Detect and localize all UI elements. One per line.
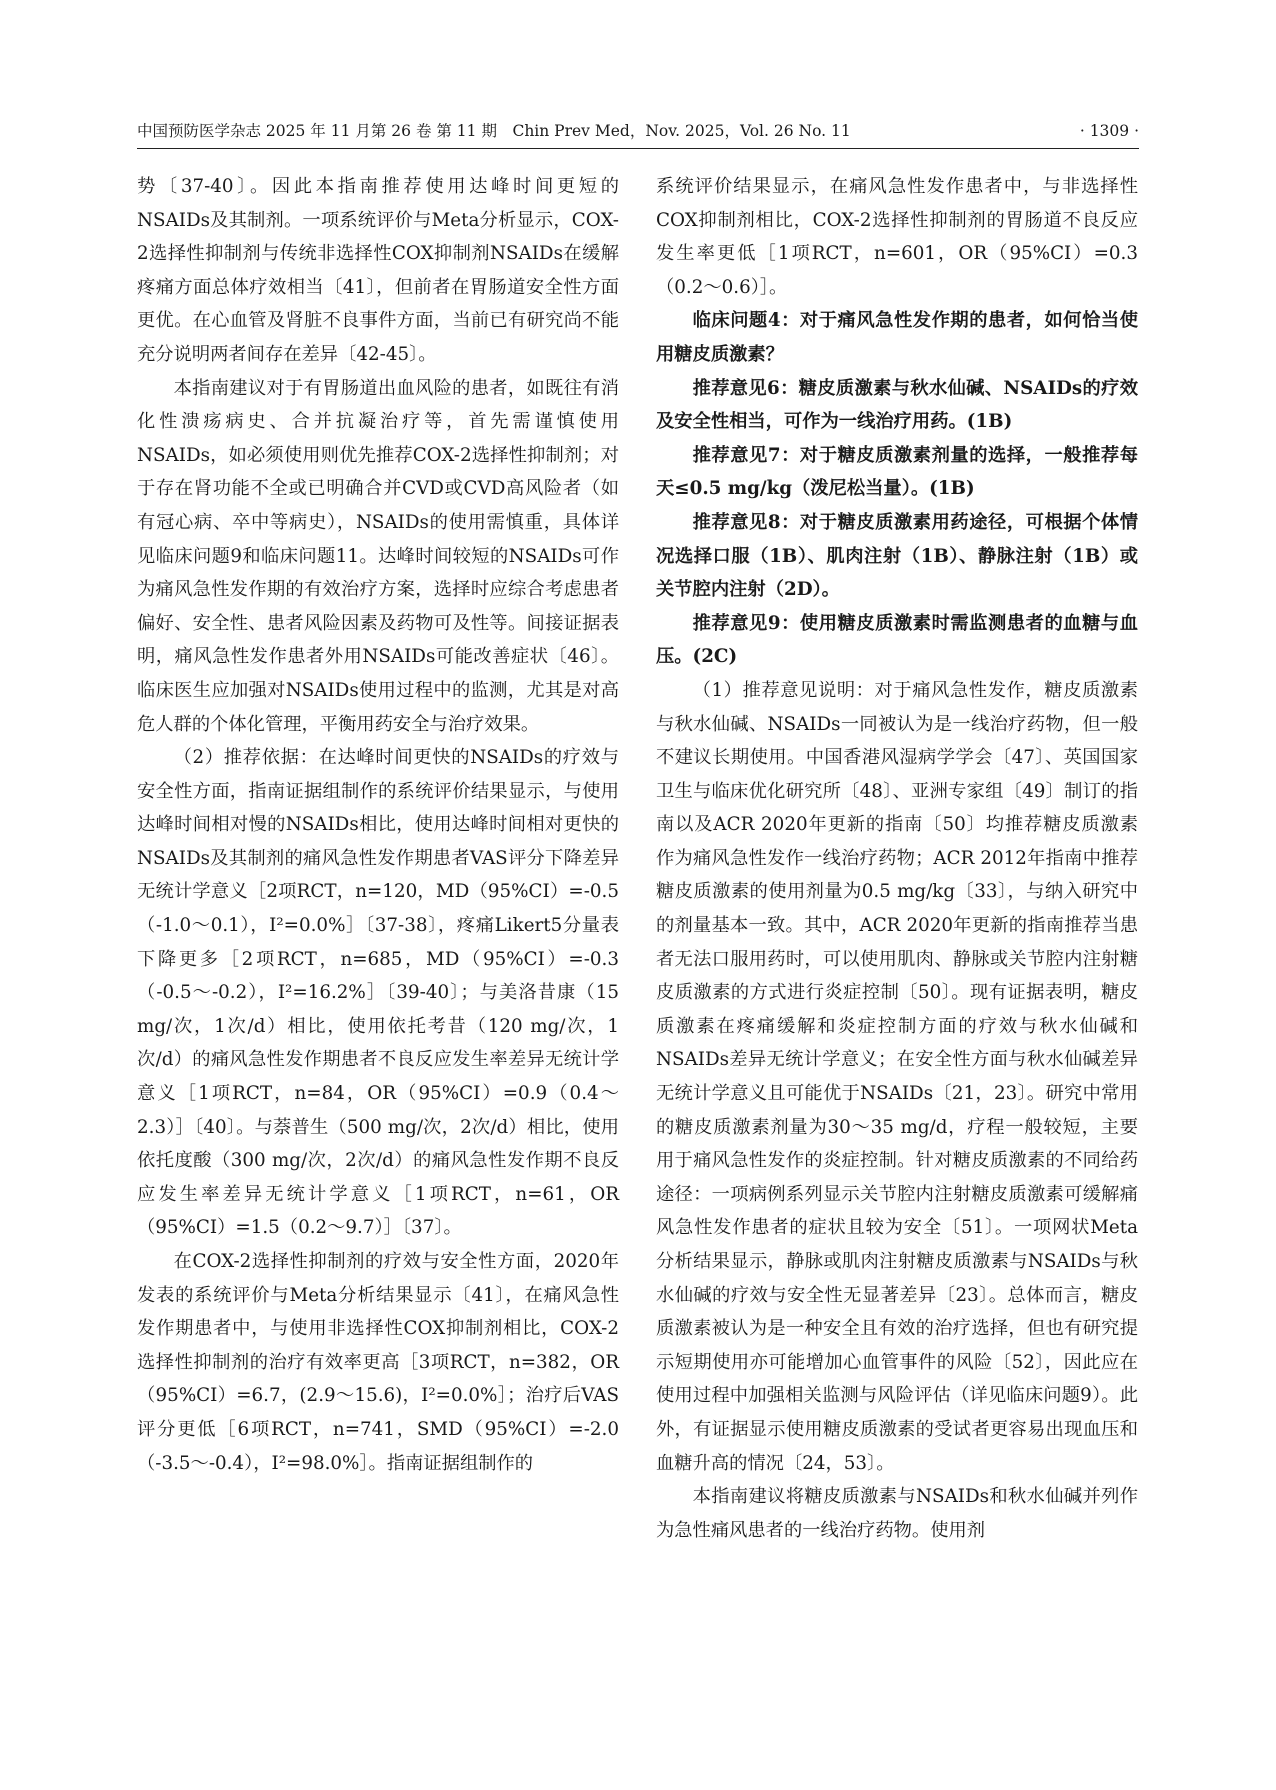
clinical-question-heading: 临床问题4：对于痛风急性发作期的患者，如何恰当使用糖皮质激素？ <box>656 310 1138 365</box>
paragraph: （2）推荐依据：在达峰时间更快的NSAIDs的疗效与安全性方面，指南证据组制作的系统评价结果显示，与使用达峰时间相对慢的NSAIDs相比，使用达峰时间相对更快的NSAIDs及其制剂的痛风急性发作期患者VAS评分下降差异无统计学意义［2项RCT，n=120，MD（95%CI）=-0.5（-1.0～0.1），I²=0.0%］〔37-38〕，疼痛Likert5分量表下降更多［2项RCT，n=685，MD（95%CI）=-0.3（-0.5～-0.2），I²=16.2%］〔39-40〕；与美洛昔康（15 mg/次，1次/d）相比，使用依托考昔（120 mg/次，1次/d）的痛风急性发作期患者不良反应发生率差异无统计学意义［1项RCT，n=84，OR（95%CI）=0.9（0.4～2.3）］〔40〕。与萘普生（500 mg/次，2次/d）相比，使用依托度酸（300 mg/次，2次/d）的痛风急性发作期不良反应发生率差异无统计学意义［1项RCT，n=61，OR（95%CI）=1.5（0.2～9.7）］〔37〕。 <box>137 747 619 1239</box>
paragraph: （1）推荐意见说明：对于痛风急性发作，糖皮质激素与秋水仙碱、NSAIDs一同被认为是一线治疗药物，但一般不建议长期使用。中国香港风湿病学学会〔47〕、英国国家卫生与临床优化研究所〔48〕、亚洲专家组〔49〕制订的指南以及ACR 2020年更新的指南〔50〕均推荐糖皮质激素作为痛风急性发作一线治疗药物；ACR 2012年指南中推荐糖皮质激素的使用剂量为0.5 mg/kg〔33〕，与纳入研究中的剂量基本一致。其中，ACR 2020年更新的指南推荐当患者无法口服用药时，可以使用肌肉、静脉或关节腔内注射糖皮质激素的方式进行炎症控制〔50〕。现有证据表明，糖皮质激素在疼痛缓解和炎症控制方面的疗效与秋水仙碱和NSAIDs差异无统计学意义；在安全性方面与秋水仙碱差异无统计学意义且可能优于NSAIDs〔21，23〕。研究中常用的糖皮质激素剂量为30～35 mg/d，疗程一般较短，主要用于痛风急性发作的炎症控制。针对糖皮质激素的不同给药途径：一项病例系列显示关节腔内注射糖皮质激素可缓解痛风急性发作患者的症状且较为安全〔51〕。一项网状Meta分析结果显示，静脉或肌肉注射糖皮质激素与NSAIDs与秋水仙碱的疗效与安全性无显著差异〔23〕。总体而言，糖皮质激素被认为是一种安全且有效的治疗选择，但也有研究提示短期使用亦可能增加心血管事件的风险〔52〕，因此应在使用过程中加强相关监测与风险评估（详见临床问题9）。此外，有证据显示使用糖皮质激素的受试者更容易出现血压和血糖升高的情况〔24，53〕。 <box>656 679 1138 1474</box>
paragraph: 在COX-2选择性抑制剂的疗效与安全性方面，2020年发表的系统评价与Meta分析结果显示〔41〕，在痛风急性发作期患者中，与使用非选择性COX抑制剂相比，COX-2选择性抑制剂的治疗有效率更高［3项RCT，n=382，OR（95%CI）=6.7，(2.9～15.6)，I²=0.0%］；治疗后VAS评分更低［6项RCT，n=741，SMD（95%CI）=-2.0（-3.5～-0.4），I²=98.0%］。指南证据组制作的 <box>137 1251 619 1474</box>
right-column <box>656 170 1138 1547</box>
recommendation-9: 推荐意见9：使用糖皮质激素时需监测患者的血糖与血压。(2C) <box>656 612 1138 668</box>
recommendation-8: 推荐意见8：对于糖皮质激素用药途径，可根据个体情况选择口服（1B）、肌肉注射（1B）、静脉注射（1B）或关节腔内注射（2D）。 <box>656 511 1138 601</box>
running-header <box>137 118 1139 149</box>
recommendation-7: 推荐意见7：对于糖皮质激素剂量的选择，一般推荐每天≤0.5 mg/kg（泼尼松当量）。(1B) <box>656 444 1138 500</box>
left-column <box>137 170 619 1480</box>
paragraph: 系统评价结果显示，在痛风急性发作患者中，与非选择性COX抑制剂相比，COX-2选择性抑制剂的胃肠道不良反应发生率更低［1项RCT，n=601，OR（95%CI）=0.3（0.2～0.6）］。 <box>656 176 1138 298</box>
paragraph: 本指南建议将糖皮质激素与NSAIDs和秋水仙碱并列作为急性痛风患者的一线治疗药物。使用剂 <box>656 1486 1138 1541</box>
paragraph: 本指南建议对于有胃肠道出血风险的患者，如既往有消化性溃疡病史、合并抗凝治疗等，首先需谨慎使用NSAIDs，如必须使用则优先推荐COX-2选择性抑制剂；对于存在肾功能不全或已明确合并CVD或CVD高风险者（如有冠心病、卒中等病史），NSAIDs的使用需慎重，具体详见临床问题9和临床问题11。达峰时间较短的NSAIDs可作为痛风急性发作期的有效治疗方案，选择时应综合考虑患者偏好、安全性、患者风险因素及药物可及性等。间接证据表明，痛风急性发作患者外用NSAIDs可能改善症状〔46〕。临床医生应加强对NSAIDs使用过程中的监测，尤其是对高危人群的个体化管理，平衡用药安全与治疗效果。 <box>137 377 619 735</box>
recommendation-6: 推荐意见6：糖皮质激素与秋水仙碱、NSAIDs的疗效及安全性相当，可作为一线治疗用药。(1B) <box>656 377 1138 433</box>
paragraph: 势〔37-40〕。因此本指南推荐使用达峰时间更短的NSAIDs及其制剂。一项系统评价与Meta分析显示，COX-2选择性抑制剂与传统非选择性COX抑制剂NSAIDs在缓解疼痛方面总体疗效相当〔41〕，但前者在胃肠道安全性方面更优。在心血管及肾脏不良事件方面，当前已有研究尚不能充分说明两者间存在差异〔42-45〕。 <box>137 176 619 365</box>
journal-info: 中国预防医学杂志 2025 年 11 月第 26 卷 第 11 期 Chin Prev Med，Nov. 2025，Vol. 26 No. 11 <box>137 122 851 140</box>
page-number: · 1309 · <box>1079 122 1139 140</box>
